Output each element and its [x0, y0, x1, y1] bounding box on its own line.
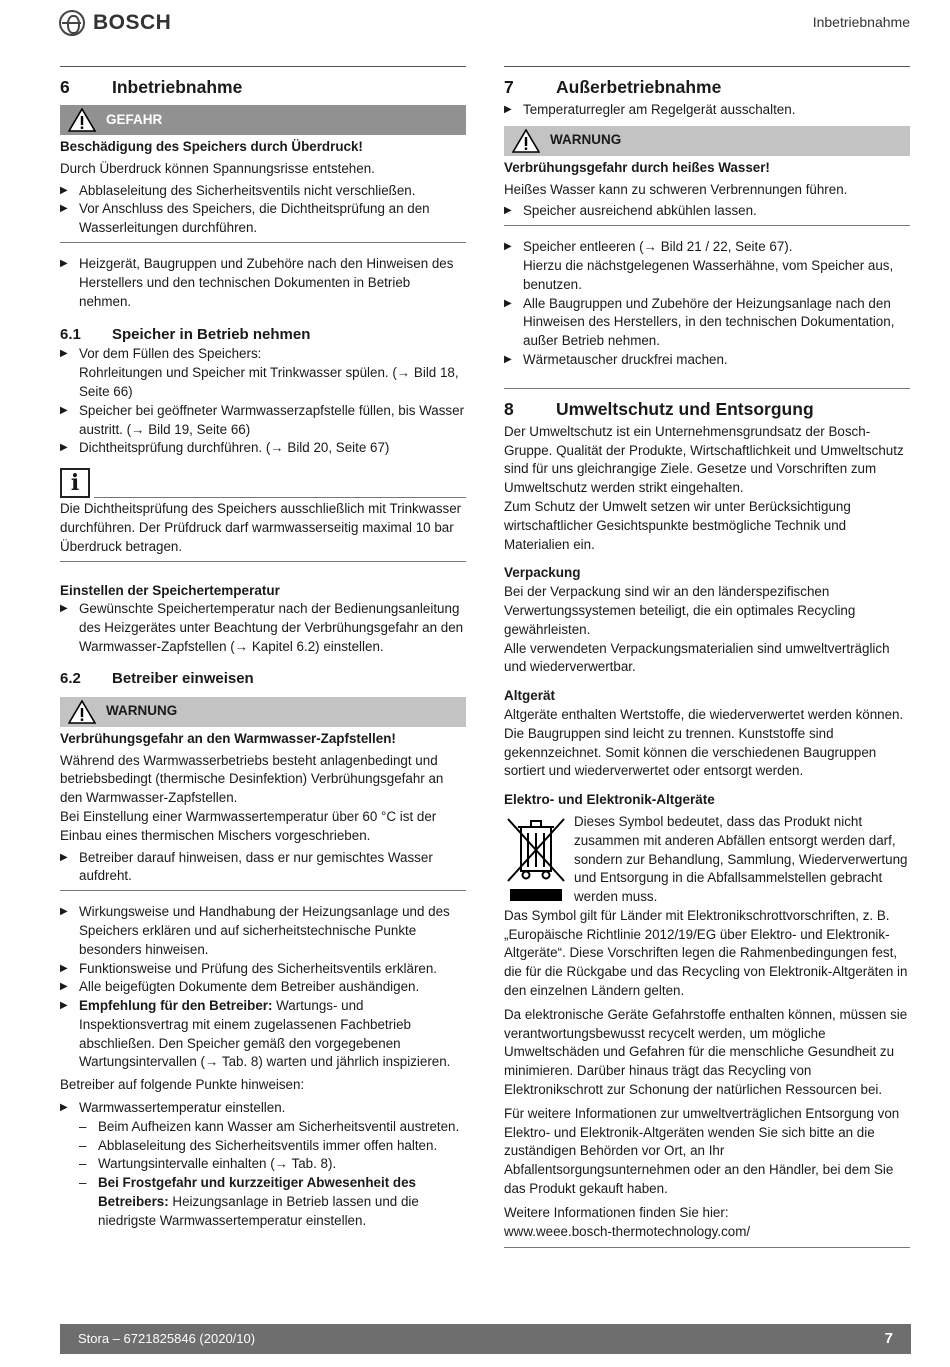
list-item: ▶ Speicher ausreichend abkühlen lassen. [504, 202, 910, 221]
list-item: ▶ Dichtheitsprüfung durchführen. (→ Bild 20, Seite 67) [60, 439, 466, 458]
weee-block [504, 813, 910, 1001]
body-text: Der Umweltschutz ist ein Unternehmensgrundsatz der Bosch-Gruppe. Qualität der Produkte, Wirtschaftlichkeit und Umweltschutz sind für uns gleichrangige Ziele. Gesetze und Vorschriften zum Umweltschutz werden strikt eingehalten. [504, 423, 904, 496]
dash-item: – Abblaseleitung des Sicherheitsventils immer offen halten. [60, 1137, 466, 1156]
bosch-logo [59, 10, 171, 36]
list-item: ▶ Speicher entleeren (→ Bild 21 / 22, Seite 67). Hierzu die nächstgelegenen Wasserhähne, vom Speicher aus, benutzen. [504, 238, 910, 294]
section-6-1-heading: 6.1 Speicher in Betrieb nehmen [60, 326, 311, 344]
warning-bar [504, 126, 910, 156]
list-item: ▶ Empfehlung für den Betreiber: Wartungs- und Inspektionsvertrag mit einem zugelassenen Fachbetrieb abschließen. Den Speicher gemäß den vorgegebenen Wartungsintervallen (→ Tab. 8) warten und jährlich inspizieren. [60, 997, 466, 1072]
warning-triangle-icon [66, 108, 98, 132]
list-item: ▶ Betreiber darauf hinweisen, dass er nur gemischtes Wasser aufdreht. [60, 849, 466, 887]
danger-text: Durch Überdruck können Spannungsrisse entstehen. [60, 160, 375, 176]
danger-title: Beschädigung des Speichers durch Überdruck! [60, 139, 363, 154]
list-item: ▶ Alle Baugruppen und Zubehöre der Heizungsanlage nach den Hinweisen des Herstellers, in den technischen Dokumentation, außer Betrieb nehmen. [504, 295, 910, 351]
danger-list [60, 182, 466, 238]
warning-bar [60, 697, 466, 727]
dash-item: – Bei Frostgefahr und kurzzeitiger Abwesenheit des Betreibers: Heizungsanlage in Betrieb lassen und die niedrigste Warmwassertemperatur einstellen. [60, 1174, 466, 1230]
right-column [504, 66, 910, 1248]
list-item: ▶ Funktionsweise und Prüfung des Sicherheitsventils erklären. [60, 960, 466, 979]
list-item: ▶ Speicher bei geöffneter Warmwasserzapfstelle füllen, bis Wasser austritt. (→ Bild 19, Seite 66) [60, 402, 466, 440]
list-item: ▶ Wärmetauscher druckfrei machen. [504, 351, 910, 370]
page-footer [60, 1324, 911, 1354]
brand-name: BOSCH [93, 10, 172, 34]
operator-list [60, 903, 466, 1072]
dash-item: – Beim Aufheizen kann Wasser am Sicherheitsventil austreten. [60, 1118, 466, 1137]
header-section-title: Inbetriebnahme [812, 14, 910, 30]
body-text: Alle verwendeten Verpackungsmaterialien sind umweltverträglich und wiederverwertbar. [504, 640, 890, 675]
list-item: ▶ Alle beigefügten Dokumente dem Betreiber aushändigen. [60, 978, 466, 997]
bosch-logo-icon [59, 10, 85, 36]
info-note [60, 468, 466, 498]
left-column [60, 66, 466, 1231]
section-6-2-heading: 6.2 Betreiber einweisen [60, 669, 254, 687]
body-text: Bei der Verpackung sind wir an den länderspezifischen Verwertungssystemen beteiligt, die ein optimales Recycling gewährleisten. [504, 584, 856, 637]
danger-bar [60, 105, 466, 135]
list-item: ▶ Temperaturregler am Regelgerät ausschalten. [504, 101, 910, 120]
old-device-heading: Altgerät [504, 688, 556, 704]
section-6-heading: 6 Inbetriebnahme [60, 77, 243, 97]
dash-item: – Wartungsintervalle einhalten (→ Tab. 8). [60, 1155, 466, 1174]
weee-heading: Elektro- und Elektronik-Altgeräte [504, 792, 715, 808]
body-text: Dieses Symbol bedeutet, dass das Produkt nicht zusammen mit anderen Abfällen entsorgt werden darf, sondern zur Behandlung, Sammlung, Wiederverwertung und Entsorgung in die Abfallsammelstellen gebracht werden muss. [574, 813, 908, 905]
section-7-heading: 7 Außerbetriebnahme [504, 77, 722, 97]
warning-title: Verbrühungsgefahr an den Warmwasser-Zapfstellen! [60, 730, 396, 746]
warning-text: Während des Warmwasserbetriebs besteht anlagenbedingt und betriebsbedingt (thermische Desinfektion) Verbrühungsgefahr an den Warmwasser-Zapfstellen. [60, 752, 444, 806]
warning-label: WARNUNG [550, 132, 622, 148]
body-text: Für weitere Informationen zur umweltverträglichen Entsorgung von Elektro- und Elektronik-Altgeräten wenden Sie sich bitte an die zuständigen Behörden vor Ort, an Ihr Abfallentsorgungsunternehmen oder an den Händler, bei dem Sie das Produkt gekauft haben. [504, 1105, 900, 1197]
section-8-heading: 8 Umweltschutz und Entsorgung [504, 398, 814, 419]
page-number: 7 [884, 1329, 893, 1347]
body-text: Weitere Informationen finden Sie hier: [504, 1204, 729, 1220]
body-text: Das Symbol gilt für Länder mit Elektronikschrottvorschriften, z. B. „Europäische Richtlinie 2012/19/EG über Elektro- und Elektronik-Altgeräte“. Diese Vorschriften legen die Rahmenbedingungen fest, die für die Rückgabe und das Recycling von Elektronik-Altgeräten in den einzelnen Ländern gelten. [504, 907, 908, 999]
weee-bin-icon [504, 815, 568, 903]
warning-text: Bei Einstellung einer Warmwassertemperatur über 60 °C ist der Einbau eines thermischen Mischers vorgeschrieben. [60, 808, 437, 843]
temperature-heading: Einstellen der Speichertemperatur [60, 582, 280, 598]
body-text: Altgeräte enthalten Wertstoffe, die wiederverwertet werden können. Die Baugruppen sind leicht zu trennen. Kunststoffe sind gekennzeichnet. Somit können die verschiedenen Baugruppen sortiert und wiederverwertet oder entsorgt werden. [504, 706, 904, 779]
footer-doc-id: Stora – 6721825846 (2020/10) [78, 1330, 256, 1346]
list-item: ▶ Vor dem Füllen des Speichers: Rohrleitungen und Speicher mit Trinkwasser spülen. (→ Bild 18, Seite 66) [60, 345, 466, 401]
list-item: ▶ Heizgerät, Baugruppen und Zubehöre nach den Hinweisen des Herstellers und den technischen Dokumenten in Betrieb nehmen. [60, 255, 466, 311]
packaging-heading: Verpackung [504, 565, 581, 581]
warning-text: Heißes Wasser kann zu schweren Verbrennungen führen. [504, 181, 848, 197]
body-text: Da elektronische Geräte Gefahrstoffe enthalten können, müssen sie verantwortungsbewusst recycelt werden, um mögliche Umweltschäden und Gefahren für die menschliche Gesundheit zu minimieren. Darüber hinaus trägt das Recycling von Elektronikschrott zur Schonung der natürlichen Ressourcen bei. [504, 1006, 908, 1098]
list-item: ▶ Gewünschte Speichertemperatur nach der Bedienungsanleitung des Heizgerätes unter Beachtung der Verbrühungsgefahr an den Warmwasser-Zapfstellen (→ Kapitel 6.2) einstellen. [60, 600, 466, 656]
warning-triangle-icon [510, 129, 542, 153]
warning-triangle-icon [66, 700, 98, 724]
points-intro: Betreiber auf folgende Punkte hinweisen: [60, 1077, 305, 1093]
warning-label: WARNUNG [106, 703, 178, 719]
weee-link[interactable]: www.weee.bosch-thermotechnology.com/ [504, 1223, 751, 1239]
warning-title: Verbrühungsgefahr durch heißes Wasser! [504, 159, 770, 175]
page-header [0, 0, 950, 50]
list-item: ▶ Warmwassertemperatur einstellen. [60, 1099, 466, 1118]
info-text: Die Dichtheitsprüfung des Speichers ausschließlich mit Trinkwasser durchführen. Der Prüfdruck darf warmwasserseitig maximal 10 bar Überdruck betragen. [60, 501, 462, 554]
body-text: Zum Schutz der Umwelt setzen wir unter Berücksichtigung wirtschaftlicher Gesichtspunkte bestmögliche Technik und Materialien ein. [504, 498, 851, 552]
info-icon: i [60, 468, 90, 498]
danger-label: GEFAHR [106, 111, 163, 127]
list-item: ▶ Abblaseleitung des Sicherheitsventils nicht verschließen. [60, 182, 466, 201]
list-item: ▶ Wirkungsweise und Handhabung der Heizungsanlage und des Speichers erklären und auf sicherheitstechnische Punkte besonders hinweisen. [60, 903, 466, 959]
list-item: ▶ Vor Anschluss des Speichers, die Dichtheitsprüfung an den Wasserleitungen durchführen. [60, 200, 466, 238]
